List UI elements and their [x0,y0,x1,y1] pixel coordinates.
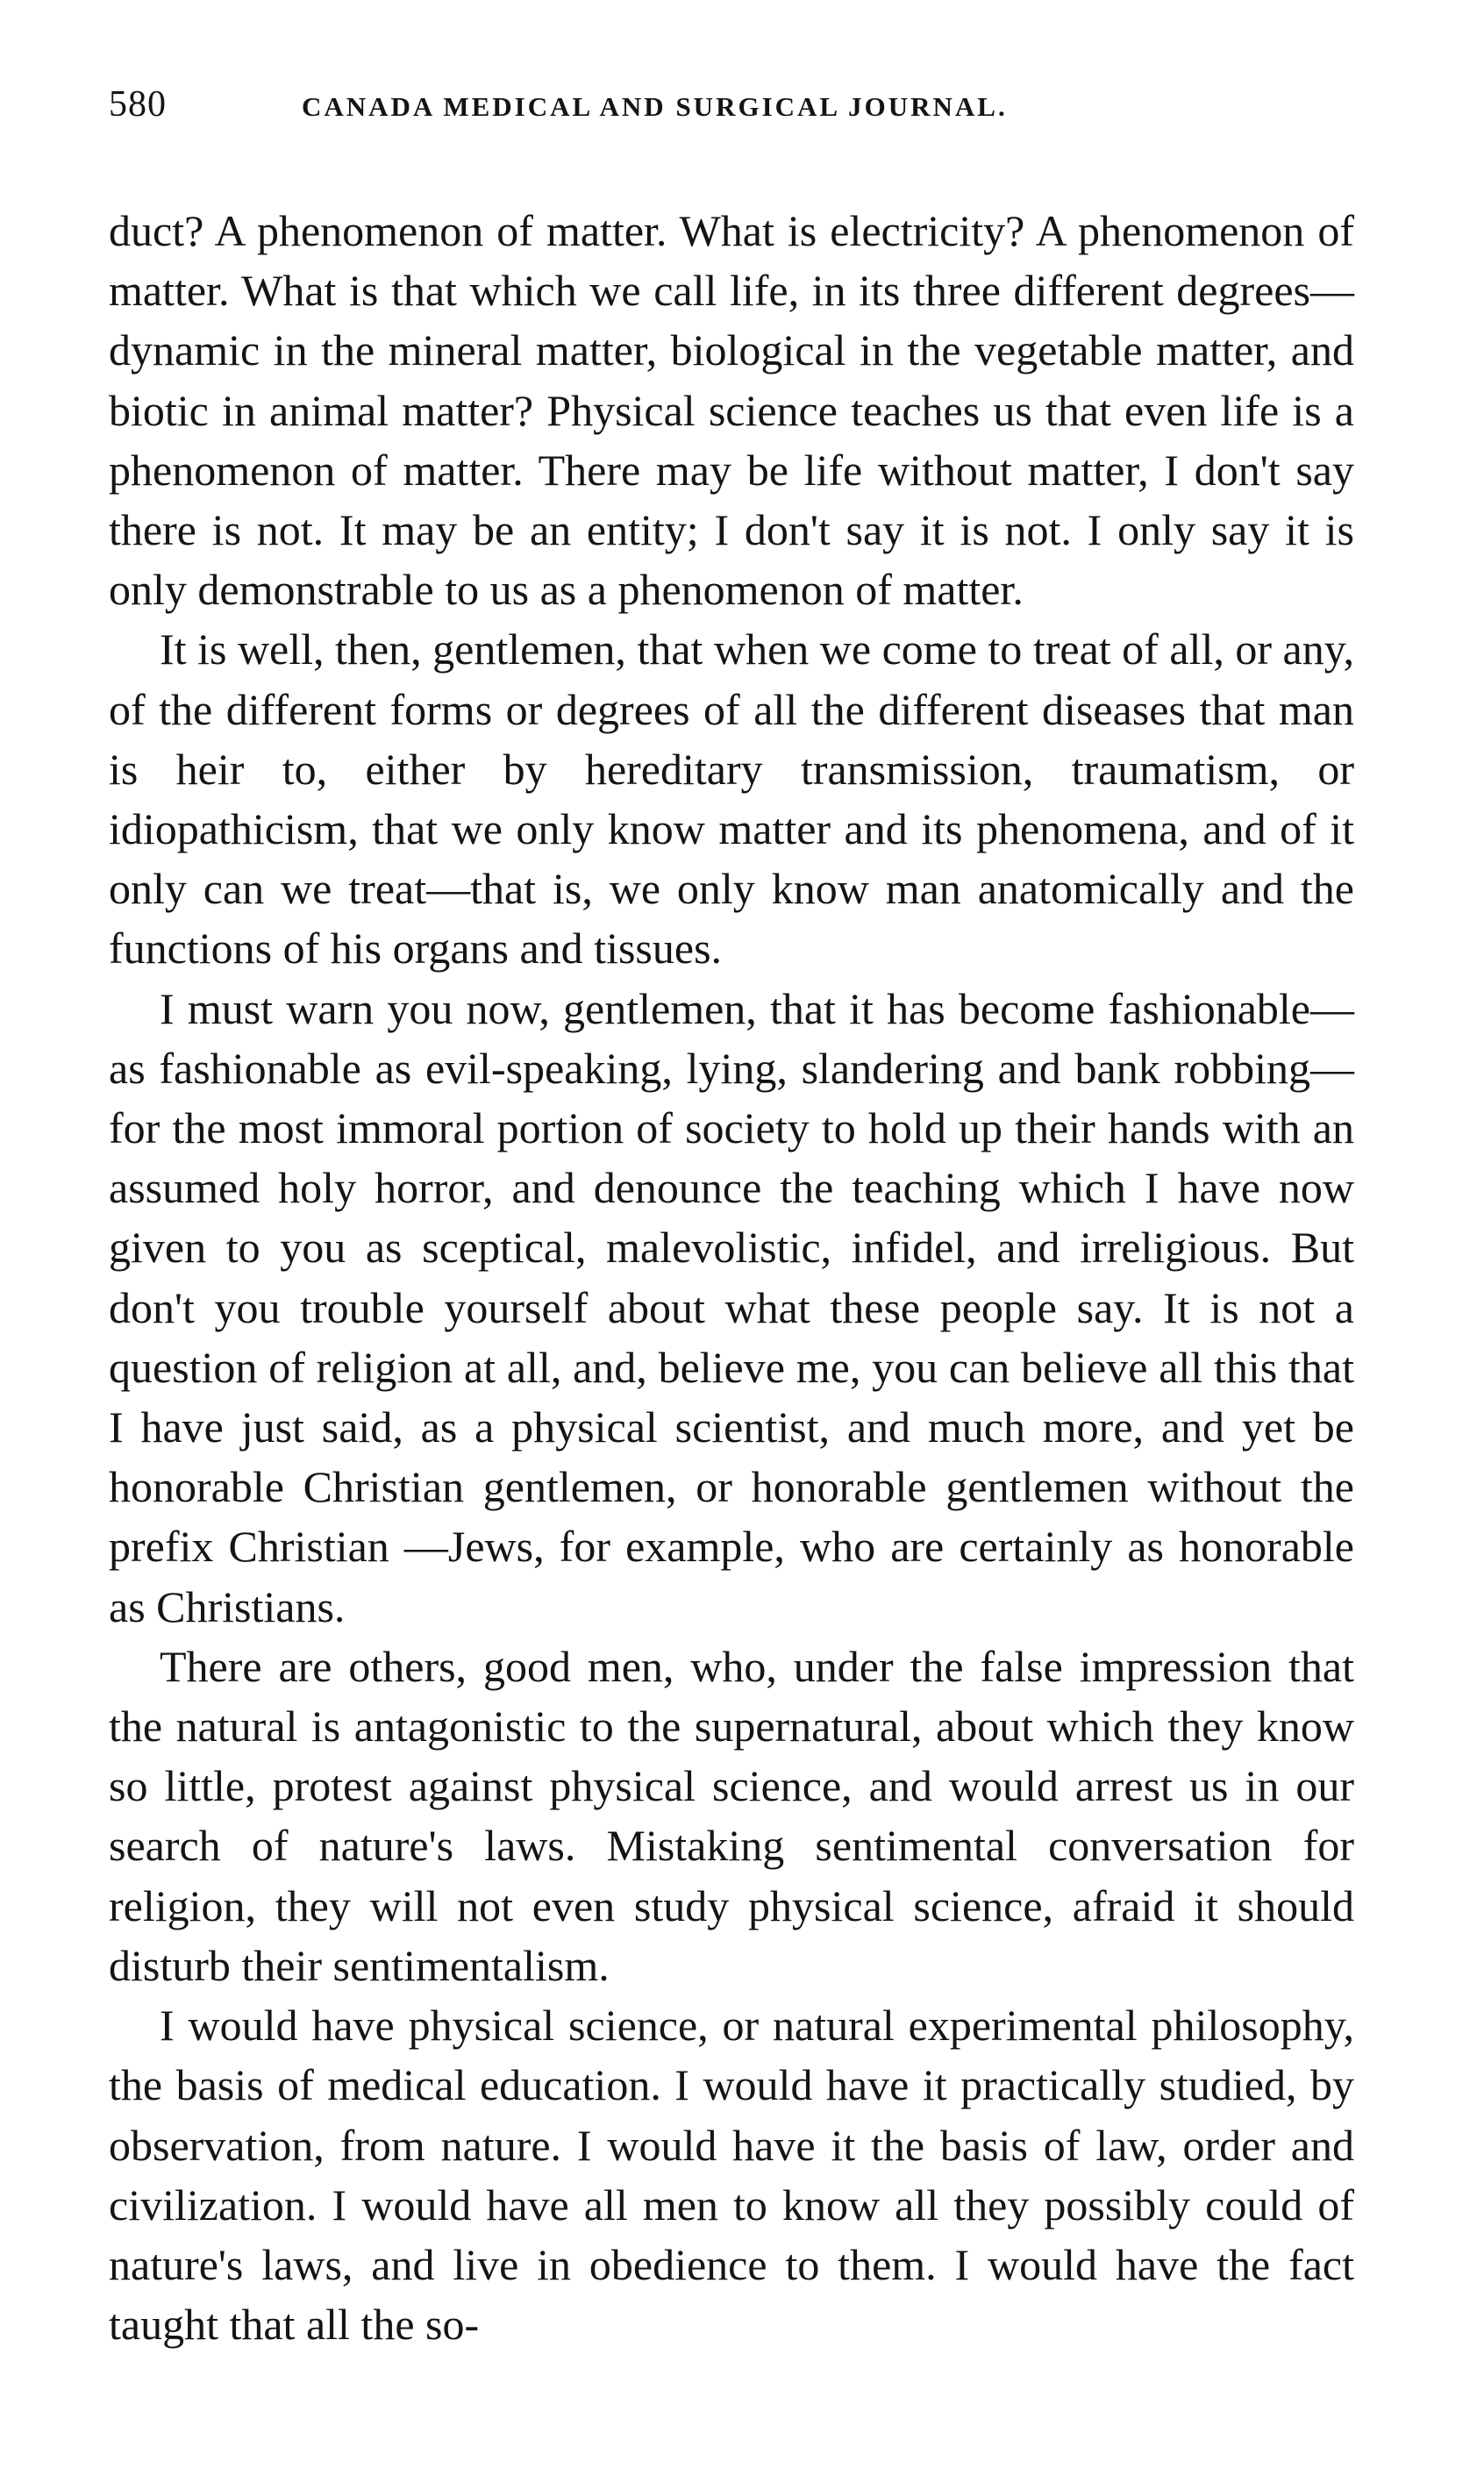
running-head: CANADA MEDICAL AND SURGICAL JOURNAL. [302,91,1008,122]
paragraph-2: It is well, then, gentlemen, that when we come to treat of all, or any, of the different forms or degrees of all the different diseases that man is heir to, either by hereditary transmission, traumatism, or idiopathicism, that we only know matter and its phenomena, and of it only can we treat—that is, we only know man anatomically and the functions of his organs and tissues. [109,624,1354,974]
paragraph-3: I must warn you now, gentlemen, that it has become fashionable—as fashionable as evil-speaking, lying, slandering and bank robbing—for the most immoral portion of society to hold up their hands with an assumed holy horror, and denounce the teaching which I have now given to you as sceptical, malevolistic, infidel, and irreligious. But don't you trouble yourself about what these people say. It is not a question of religion at all, and, believe me, you can believe all this that I have just said, as a physical scientist, and much more, and yet be honorable Christian gentlemen, or honorable gentlemen without the prefix Christian —Jews, for example, who are certainly as honorable as Christians. [109,983,1354,1631]
paragraph-4: There are others, good men, who, under the false impression that the natural is antagonistic to the supernatural, about which they know so little, protest against physical science, and would arrest us in our search of nature's laws. Mistaking sentimental conversation for religion, they will not even study physical science, afraid it should disturb their sentimentalism. [109,1641,1354,1990]
paragraph-5: I would have physical science, or natural experimental philosophy, the basis of medical education. I would have it practically studied, by observation, from nature. I would have it the basis of law, order and civilization. I would have all men to know all they possibly could of nature's laws, and live in obedience to them. I would have the fact taught that all the so- [109,2001,1354,2350]
journal-page [109,83,1354,2354]
page-number: 580 [109,84,167,125]
paragraph-1: duct? A phenomenon of matter. What is electricity? A phenomenon of matter. What is that which we call life, in its three different degrees—dynamic in the mineral matter, biological in the vegetable matter, and biotic in animal matter? Physical science teaches us that even life is a phenomenon of matter. There may be life without matter, I don't say there is not. It may be an entity; I don't say it is not. I only say it is only demonstrable to us as a phenomenon of matter. [109,206,1354,615]
page-header [109,83,1354,145]
article-body [109,201,1354,2354]
